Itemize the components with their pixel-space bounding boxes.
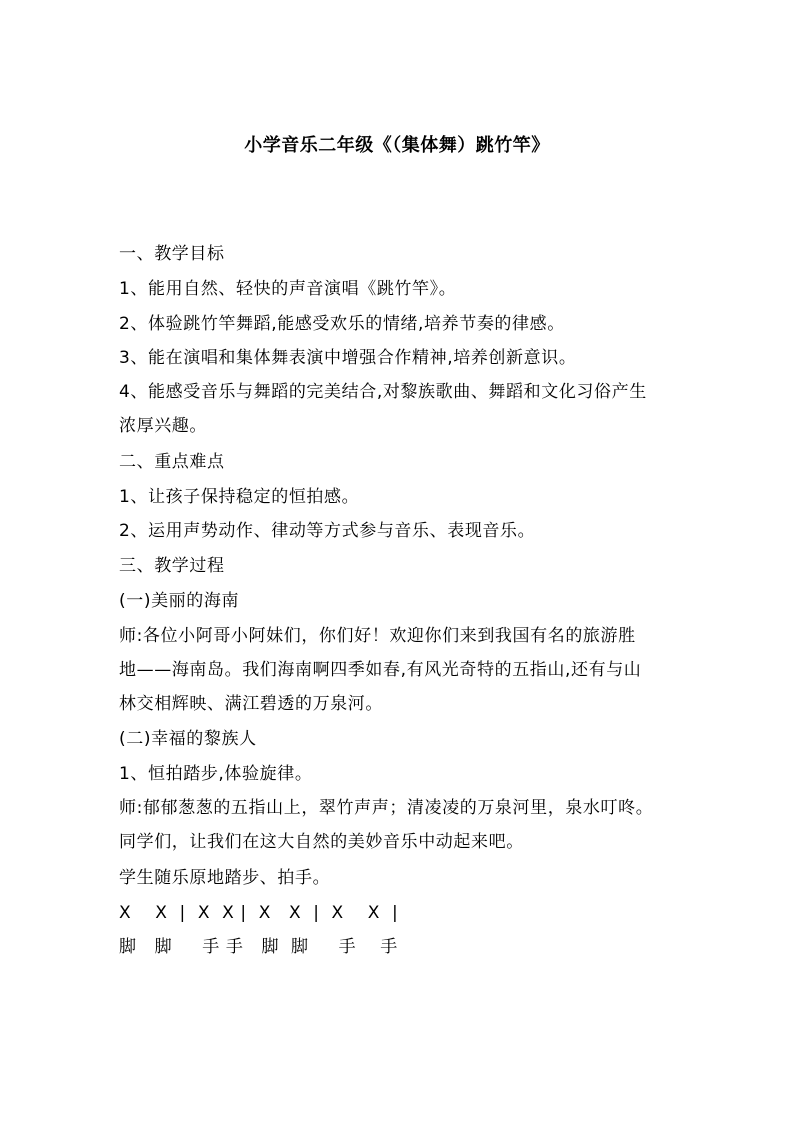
rhythm-notation: X X | X X | X X | X X | <box>119 903 399 923</box>
paragraph-teacher-intro-line-2: 地——海南岛。我们海南啊四季如春,有风光奇特的五指山,还有与山 <box>119 660 642 680</box>
subsection-heading-hainan: (一)美丽的海南 <box>119 591 240 611</box>
objective-2: 2、体验跳竹竿舞蹈,能感受欢乐的情绪,培养节奏的律感。 <box>119 314 565 334</box>
key-point-1: 1、让孩子保持稳定的恒拍感。 <box>119 487 360 507</box>
paragraph-teacher-nature-line-2: 同学们，让我们在这大自然的美妙音乐中动起来吧。 <box>119 832 524 852</box>
paragraph-teacher-intro: 师:各位小阿哥小阿妹们，你们好！欢迎你们来到我国有名的旅游胜 <box>119 626 636 646</box>
step-1: 1、恒拍踏步,体验旋律。 <box>119 764 313 784</box>
paragraph-teacher-nature: 师:郁郁葱葱的五指山上，翠竹声声；清凌凌的万泉河里，泉水叮咚。 <box>119 798 654 818</box>
objective-4: 4、能感受音乐与舞蹈的完美结合,对黎族歌曲、舞蹈和文化习俗产生 <box>119 382 647 402</box>
section-heading-objectives: 一、教学目标 <box>119 244 225 264</box>
document-title: 小学音乐二年级《（集体舞）跳竹竿》 <box>244 135 550 156</box>
paragraph-students-action: 学生随乐原地踏步、拍手。 <box>119 868 331 888</box>
section-heading-key-points: 二、重点难点 <box>119 452 225 472</box>
section-heading-process: 三、教学过程 <box>119 556 225 576</box>
paragraph-teacher-intro-line-3: 林交相辉映、满江碧透的万泉河。 <box>119 694 383 714</box>
objective-1: 1、能用自然、轻快的声音演唱《跳竹竿》。 <box>119 279 457 299</box>
rhythm-words: 脚 脚 手 手 脚 脚 手 手 <box>119 937 398 957</box>
key-point-2: 2、运用声势动作、律动等方式参与音乐、表现音乐。 <box>119 521 536 541</box>
subsection-heading-li-people: (二)幸福的黎族人 <box>119 729 257 749</box>
objective-4-continued: 浓厚兴趣。 <box>119 416 207 436</box>
objective-3: 3、能在演唱和集体舞表演中增强合作精神,培养创新意识。 <box>119 348 577 368</box>
